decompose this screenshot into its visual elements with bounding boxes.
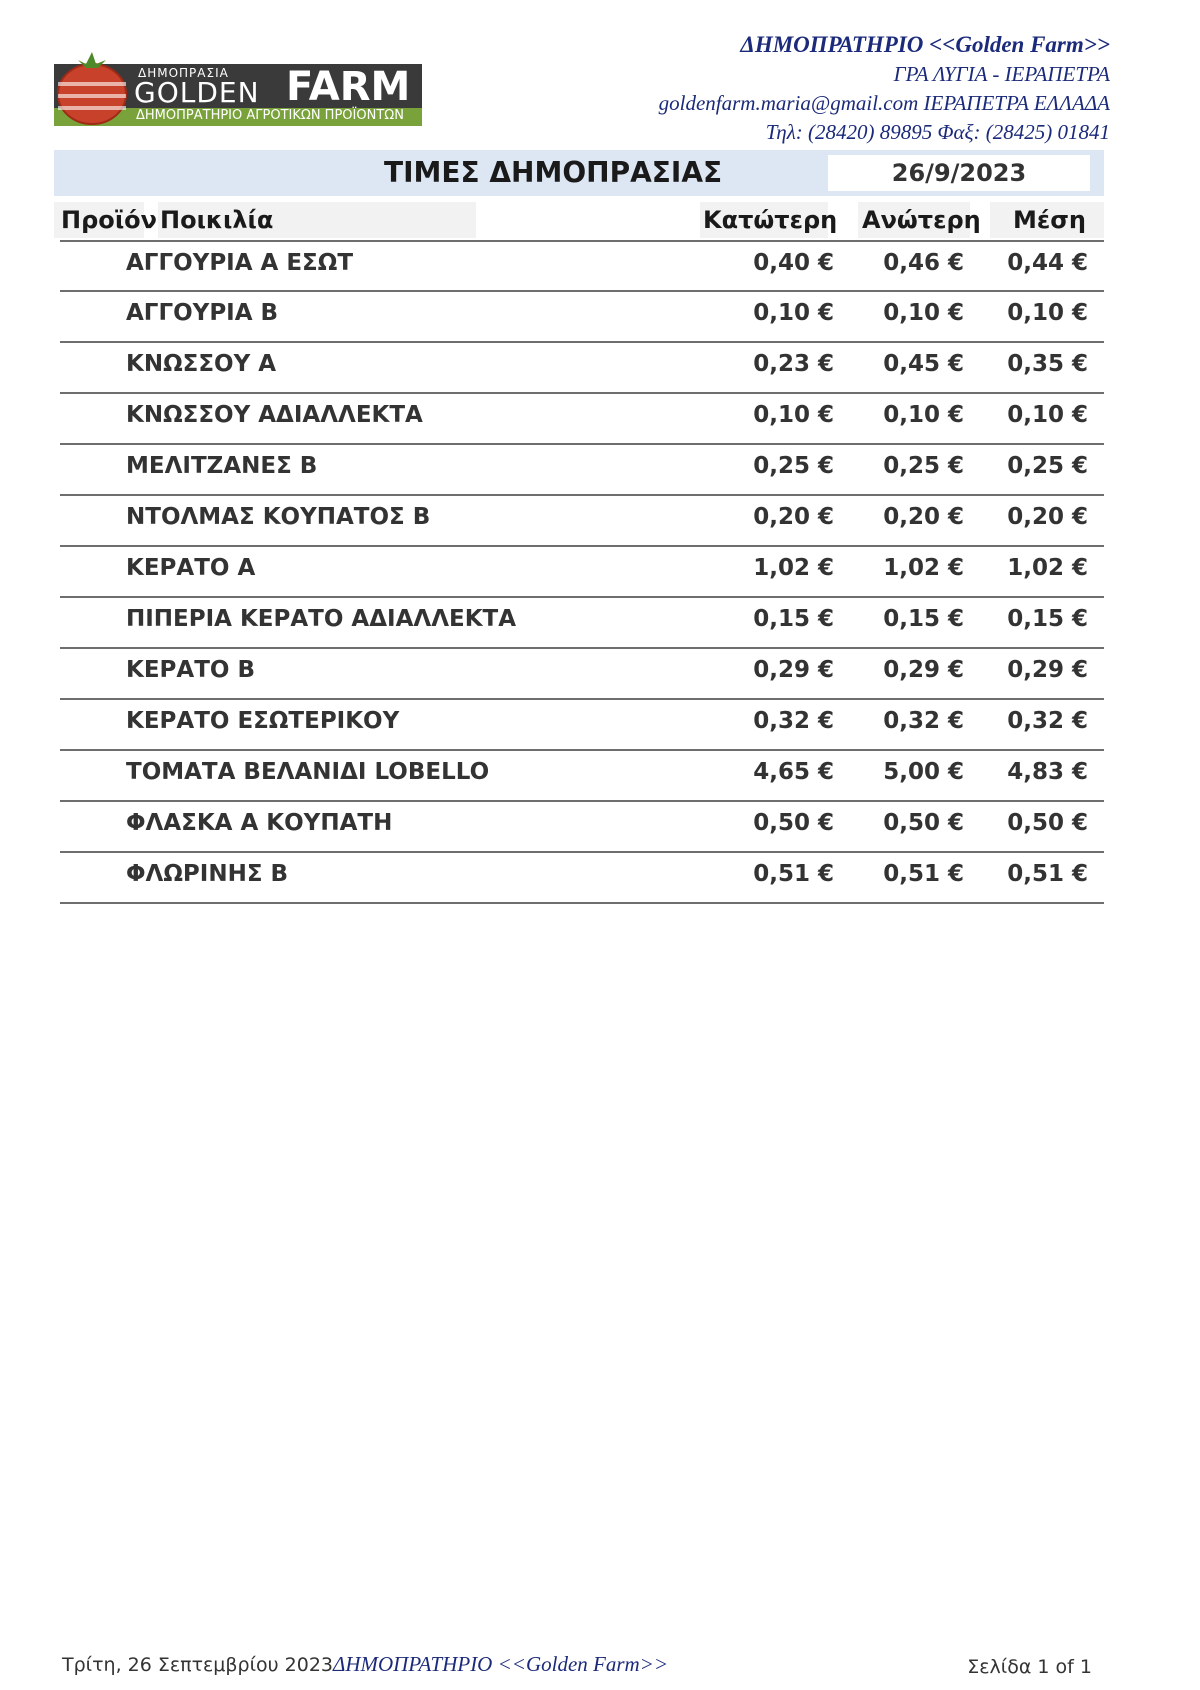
company-address: ΓΡΑ ΛΥΓΙΑ - ΙΕΡΑΠΕΤΡΑ xyxy=(893,62,1110,86)
column-header-low: Κατώτερη xyxy=(703,206,838,234)
company-name: ΔΗΜΟΠΡΑΤΗΡΙΟ <<Golden Farm>> xyxy=(740,32,1110,57)
logo-small-text: ΔΗΜΟΠΡΑΣΙΑ xyxy=(138,66,229,80)
company-logo xyxy=(54,46,422,126)
title-band xyxy=(54,150,1104,196)
variety-cell: ΚΕΡΑΤΟ Β xyxy=(126,657,255,683)
high-price-cell: 0,32 € xyxy=(883,708,964,734)
high-price-cell: 0,29 € xyxy=(883,657,964,683)
company-phone: Τηλ: (28420) 89895 Φαξ: (28425) 01841 xyxy=(765,120,1110,144)
high-price-cell: 0,10 € xyxy=(883,402,964,428)
avg-price-cell: 0,25 € xyxy=(1007,453,1088,479)
variety-cell: ΚΝΩΣΣΟΥ Α xyxy=(126,351,277,377)
high-price-cell: 0,10 € xyxy=(883,300,964,326)
column-header-product: Προϊόν xyxy=(61,206,157,234)
low-price-cell: 0,51 € xyxy=(753,861,834,887)
table-row xyxy=(60,598,1104,649)
avg-price-cell: 0,32 € xyxy=(1007,708,1088,734)
low-price-cell: 0,20 € xyxy=(753,504,834,530)
table-row xyxy=(60,292,1104,343)
low-price-cell: 0,25 € xyxy=(753,453,834,479)
footer-brand: ΔΗΜΟΠΡΑΤΗΡΙΟ <<Golden Farm>> xyxy=(333,1652,669,1676)
variety-cell: ΚΝΩΣΣΟΥ ΑΔΙΑΛΛΕΚΤΑ xyxy=(126,402,423,428)
column-header-variety: Ποικιλία xyxy=(160,206,274,234)
footer-date: Τρίτη, 26 Σεπτεμβρίου 2023 xyxy=(62,1654,334,1676)
avg-price-cell: 0,10 € xyxy=(1007,402,1088,428)
table-row xyxy=(60,240,1104,292)
avg-price-cell: 0,10 € xyxy=(1007,300,1088,326)
logo-golden-text: GOLDEN xyxy=(134,76,260,109)
variety-cell: ΚΕΡΑΤΟ Α xyxy=(126,555,256,581)
table-row xyxy=(60,547,1104,598)
low-price-cell: 0,10 € xyxy=(753,300,834,326)
table-row xyxy=(60,802,1104,853)
footer-left xyxy=(62,1652,668,1677)
low-price-cell: 1,02 € xyxy=(753,555,834,581)
variety-cell: ΦΛΩΡΙΝΗΣ Β xyxy=(126,861,289,887)
column-header-high: Ανώτερη xyxy=(862,206,981,234)
variety-cell: ΝΤΟΛΜΑΣ ΚΟΥΠΑΤΟΣ Β xyxy=(126,504,431,530)
price-table xyxy=(60,240,1104,904)
variety-cell: ΜΕΛΙΤΖΑΝΕΣ Β xyxy=(126,453,318,479)
high-price-cell: 0,45 € xyxy=(883,351,964,377)
low-price-cell: 0,29 € xyxy=(753,657,834,683)
table-row xyxy=(60,853,1104,904)
high-price-cell: 0,20 € xyxy=(883,504,964,530)
table-row xyxy=(60,649,1104,700)
table-row xyxy=(60,343,1104,394)
table-row xyxy=(60,394,1104,445)
high-price-cell: 5,00 € xyxy=(883,759,964,785)
table-row xyxy=(60,751,1104,802)
variety-cell: ΑΓΓΟΥΡΙΑ Α ΕΣΩΤ xyxy=(126,250,354,276)
avg-price-cell: 4,83 € xyxy=(1007,759,1088,785)
low-price-cell: 0,15 € xyxy=(753,606,834,632)
high-price-cell: 0,51 € xyxy=(883,861,964,887)
variety-cell: ΤΟΜΑΤΑ ΒΕΛΑΝΙΔΙ LOBELLO xyxy=(126,759,490,785)
avg-price-cell: 0,29 € xyxy=(1007,657,1088,683)
variety-cell: ΑΓΓΟΥΡΙΑ Β xyxy=(126,300,279,326)
company-header xyxy=(659,30,1110,147)
low-price-cell: 0,32 € xyxy=(753,708,834,734)
tomato-icon xyxy=(56,48,130,126)
avg-price-cell: 0,20 € xyxy=(1007,504,1088,530)
high-price-cell: 0,15 € xyxy=(883,606,964,632)
low-price-cell: 4,65 € xyxy=(753,759,834,785)
high-price-cell: 0,46 € xyxy=(883,250,964,276)
high-price-cell: 0,25 € xyxy=(883,453,964,479)
logo-farm-text: FARM xyxy=(286,64,411,110)
avg-price-cell: 0,15 € xyxy=(1007,606,1088,632)
table-row xyxy=(60,496,1104,547)
column-header-avg: Μέση xyxy=(1013,206,1087,234)
avg-price-cell: 0,44 € xyxy=(1007,250,1088,276)
variety-cell: ΦΛΑΣΚΑ Α ΚΟΥΠΑΤΗ xyxy=(126,810,393,836)
avg-price-cell: 0,35 € xyxy=(1007,351,1088,377)
table-row xyxy=(60,445,1104,496)
logo-tagline: ΔΗΜΟΠΡΑΤΗΡΙΟ ΑΓΡΟΤΙΚΩΝ ΠΡΟΪΟΝΤΩΝ xyxy=(136,108,404,123)
page-number: Σελίδα 1 of 1 xyxy=(967,1656,1092,1678)
avg-price-cell: 0,51 € xyxy=(1007,861,1088,887)
table-row xyxy=(60,700,1104,751)
low-price-cell: 0,40 € xyxy=(753,250,834,276)
high-price-cell: 0,50 € xyxy=(883,810,964,836)
avg-price-cell: 0,50 € xyxy=(1007,810,1088,836)
avg-price-cell: 1,02 € xyxy=(1007,555,1088,581)
auction-date: 26/9/2023 xyxy=(828,155,1090,191)
low-price-cell: 0,10 € xyxy=(753,402,834,428)
page-title: ΤΙΜΕΣ ΔΗΜΟΠΡΑΣΙΑΣ xyxy=(384,156,723,189)
low-price-cell: 0,23 € xyxy=(753,351,834,377)
variety-cell: ΠΙΠΕΡΙΑ ΚΕΡΑΤΟ ΑΔΙΑΛΛΕΚΤΑ xyxy=(126,606,517,632)
variety-cell: ΚΕΡΑΤΟ ΕΣΩΤΕΡΙΚΟΥ xyxy=(126,708,400,734)
high-price-cell: 1,02 € xyxy=(883,555,964,581)
company-email: goldenfarm.maria@gmail.com ΙΕΡΑΠΕΤΡΑ ΕΛΛΑΔΑ xyxy=(658,91,1110,115)
low-price-cell: 0,50 € xyxy=(753,810,834,836)
